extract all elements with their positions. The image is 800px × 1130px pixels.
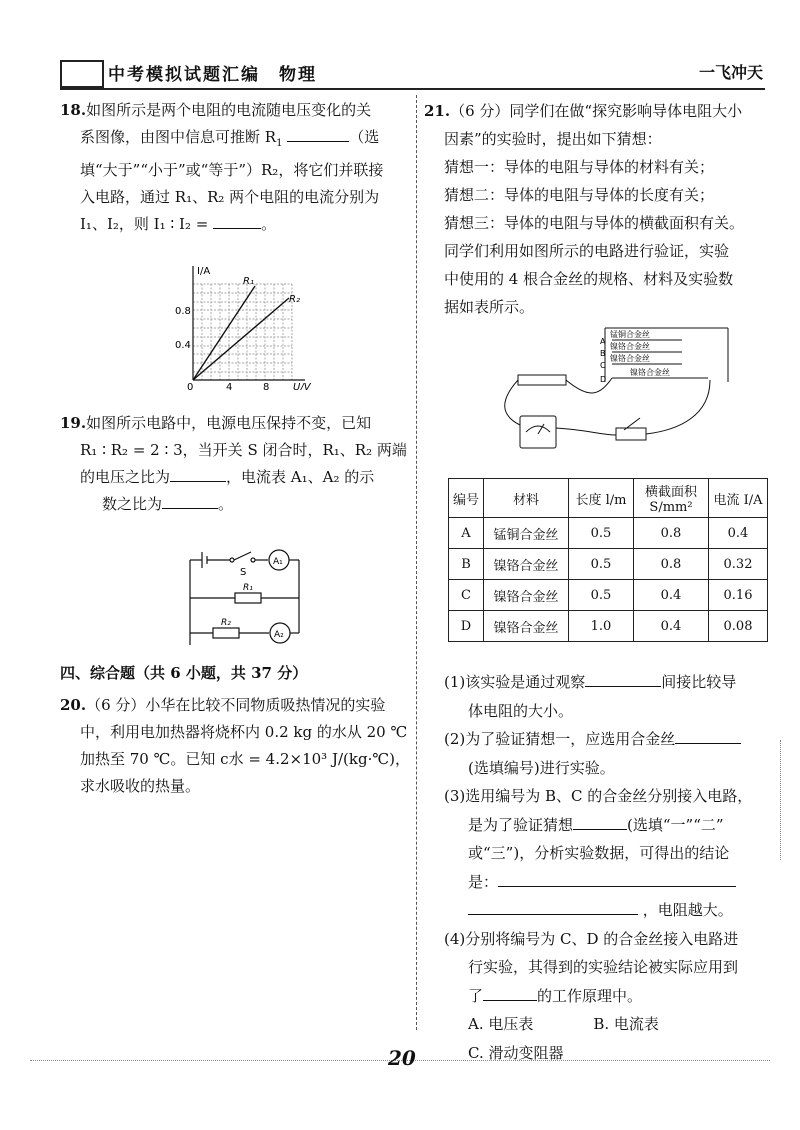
cell: 0.4	[709, 518, 768, 549]
a1-label: A₁	[273, 557, 283, 567]
q21-p3a: (3)选用编号为 B、C 的合金丝分别接入电路，	[444, 787, 753, 805]
q21-line6: 同学们利用如图所示的电路进行验证，实验	[444, 242, 730, 260]
q18-line4: 入电路，通过 R₁、R₂ 两个电阻的电流分别为	[80, 188, 380, 206]
q18-line3: 填“大于”“小于”或“等于”）R₂，将它们并联接	[80, 161, 384, 179]
resistor-r1-icon	[235, 593, 261, 603]
cell: 镍铬合金丝	[484, 580, 569, 611]
table-header-row	[449, 479, 768, 518]
cell: C	[449, 580, 484, 611]
q19-blank2[interactable]	[162, 508, 218, 509]
y-tick-0.8: 0.8	[175, 306, 191, 317]
q21-subquestions	[444, 668, 784, 1067]
q21-option-b: B. 电流表	[593, 1015, 659, 1033]
q21-p3c: (选填“一”“二”	[627, 815, 724, 834]
page-header	[60, 58, 765, 90]
q19-blank1[interactable]	[170, 481, 226, 482]
section-4-heading: 四、综合题（共 6 小题，共 37 分）	[60, 664, 308, 682]
resistor-r2-icon	[213, 628, 239, 638]
cell: 0.5	[569, 518, 634, 549]
y-tick-0.4: 0.4	[175, 340, 191, 351]
q21-p4c: 了	[468, 986, 484, 1005]
q21-blank2[interactable]	[675, 743, 741, 744]
q18-iu-graph	[175, 262, 315, 390]
wire-b-label: 镍铬合金丝	[610, 342, 650, 351]
q21-line7: 中使用的 4 根合金丝的规格、材料及实验数	[444, 270, 734, 288]
header-area: 横截面积 S/mm²	[634, 479, 709, 518]
table-row	[449, 518, 768, 549]
q19-line3b: ，电流表 A₁、A₂ 的示	[226, 468, 375, 486]
q21-p3d: 或“三”)，分析实验数据，可得出的结论	[468, 844, 730, 862]
q18-line2b: （选	[349, 128, 380, 146]
q20-number: 20.	[60, 696, 87, 714]
cell: D	[449, 611, 484, 642]
q21-number: 21.	[424, 102, 451, 120]
q18-line1: 如图所示是两个电阻的电流随电压变化的关	[86, 101, 372, 119]
q18-blank1[interactable]	[287, 141, 349, 142]
r2-label: R₂	[289, 294, 300, 305]
cell: 0.08	[709, 611, 768, 642]
question-21	[424, 97, 774, 321]
cell: B	[449, 549, 484, 580]
q21-blank6[interactable]	[483, 1000, 537, 1001]
label-a: A	[600, 337, 606, 346]
battery-icon	[518, 375, 566, 385]
table-row	[449, 611, 768, 642]
q21-blank5[interactable]	[468, 914, 638, 915]
wire-a-label: 锰铜合金丝	[610, 330, 650, 339]
table-row	[449, 549, 768, 580]
q19-line1: 如图所示电路中，电源电压保持不变，已知	[86, 414, 372, 432]
cell: 0.4	[634, 580, 709, 611]
q21-apparatus-diagram	[500, 320, 730, 460]
x-tick-8: 8	[263, 382, 270, 390]
q19-line4b: 。	[218, 495, 234, 513]
label-d: D	[600, 375, 607, 384]
question-20	[60, 692, 410, 800]
cell: 锰铜合金丝	[484, 518, 569, 549]
q19-line4a: 数之比为	[102, 495, 163, 513]
header-brand: 一飞冲天	[698, 63, 763, 82]
q19-line2: R₁ ∶ R₂ = 2 ∶ 3，当开关 S 闭合时，R₁、R₂ 两端	[80, 441, 407, 459]
q21-option-a: A. 电压表	[468, 1015, 534, 1033]
q21-p1a: (1)该实验是通过观察	[444, 673, 586, 691]
q21-p3f: ，电阻越大。	[642, 901, 733, 919]
cell: 0.8	[634, 518, 709, 549]
cell: 0.4	[634, 611, 709, 642]
header-id: 编号	[449, 479, 484, 518]
logo-icon	[60, 60, 104, 88]
cell: 1.0	[569, 611, 634, 642]
cell: 0.16	[709, 580, 768, 611]
table-row	[449, 580, 768, 611]
q21-line8: 据如表所示。	[444, 298, 535, 316]
q19-circuit-diagram	[185, 540, 305, 655]
cell: 0.5	[569, 580, 634, 611]
q21-hypothesis3: 猜想三：导体的电阻与导体的横截面积有关。	[444, 214, 745, 232]
column-divider	[416, 95, 417, 1030]
switch-icon	[616, 428, 646, 440]
cell: 镍铬合金丝	[484, 549, 569, 580]
q21-line2: 因素”的实验时，提出如下猜想：	[444, 130, 662, 148]
question-19	[60, 410, 410, 518]
cell: 0.5	[569, 549, 634, 580]
q21-p4d: 的工作原理中。	[537, 986, 643, 1005]
q18-blank2[interactable]	[213, 228, 261, 229]
q19-line3a: 的电压之比为	[80, 468, 171, 486]
label-b: B	[600, 349, 606, 358]
q21-option-c: C. 滑动变阻器	[468, 1043, 564, 1062]
q21-p3e: 是：	[468, 872, 499, 891]
q21-hypothesis2: 猜想二：导体的电阻与导体的长度有关；	[444, 186, 715, 204]
q21-data-table	[448, 478, 768, 642]
x-tick-4: 4	[226, 382, 233, 390]
q21-p3b: 是为了验证猜想	[468, 815, 574, 834]
x-axis-label: U/V	[293, 382, 311, 390]
label-c: C	[600, 361, 606, 370]
header-current: 电流 I/A	[709, 479, 768, 518]
q18-line5b: 。	[261, 215, 277, 233]
question-18: 18.如图所示是两个电阻的电流随电压变化的关 系图像，由图中信息可推断 $R_1$ （选 填“大于”“小于”或“等于”）R₂，将它们并联接 入电路，通过 R₁、R₂ 两个电阻的电流分别为 I₁、I₂，则 I₁ ∶ I₂ = 。	[60, 97, 410, 238]
q21-blank3[interactable]	[573, 829, 627, 830]
x-tick-0: 0	[187, 382, 194, 390]
header-title: 中考模拟试题汇编 物理	[108, 65, 317, 85]
q21-p2a: (2)为了验证猜想一，应选用合金丝	[444, 730, 676, 748]
q21-blank1[interactable]	[585, 686, 661, 687]
a2-label: A₂	[274, 630, 284, 640]
q20-line2: 中，利用电加热器将烧杯内 0.2 kg 的水从 20 ℃	[80, 723, 408, 741]
page-number: 20	[388, 1046, 416, 1070]
q21-p4b: 行实验，其得到的实验结论被实际应用到	[468, 958, 739, 976]
wire-c-label: 镍铬合金丝	[610, 354, 650, 363]
r2-label: R₂	[221, 618, 231, 628]
header-length: 长度 l/m	[569, 479, 634, 518]
switch-label: S	[240, 567, 247, 578]
r1-label: R₁	[243, 583, 253, 593]
ammeter-icon	[520, 416, 556, 448]
q21-p4a: (4)分别将编号为 C、D 的合金丝接入电路进	[444, 929, 739, 948]
q18-line2a: 系图像，由图中信息可推断 R	[80, 128, 277, 146]
switch-icon	[234, 552, 251, 560]
q20-line4: 求水吸收的热量。	[80, 777, 201, 795]
q21-blank4[interactable]	[498, 886, 736, 887]
q21-p2b: (选填编号)进行实验。	[468, 758, 615, 777]
q18-line5a: I₁、I₂，则 I₁ ∶ I₂ =	[80, 215, 209, 233]
q20-line1: （6 分）小华在比较不同物质吸热情况的实验	[86, 696, 386, 714]
cell: 镍铬合金丝	[484, 611, 569, 642]
wire-d-label: 镍铬合金丝	[630, 368, 670, 377]
cell: 0.8	[634, 549, 709, 580]
q19-number: 19.	[60, 414, 87, 432]
q21-line1: （6 分）同学们在做“探究影响导体电阻大小	[450, 102, 743, 120]
q18-number: 18.	[60, 101, 87, 119]
header-material: 材料	[484, 479, 569, 518]
cell: 0.32	[709, 549, 768, 580]
cell: A	[449, 518, 484, 549]
q20-line3: 加热至 70 ℃。已知 c水 = 4.2×10³ J/(kg·℃)，	[80, 750, 410, 768]
q21-p1c: 体电阻的大小。	[468, 701, 574, 720]
r1-label: R₁	[243, 276, 254, 287]
y-axis-label: I/A	[197, 266, 211, 277]
q21-hypothesis1: 猜想一：导体的电阻与导体的材料有关；	[444, 158, 715, 176]
q21-p1b: 间接比较导	[661, 673, 737, 691]
